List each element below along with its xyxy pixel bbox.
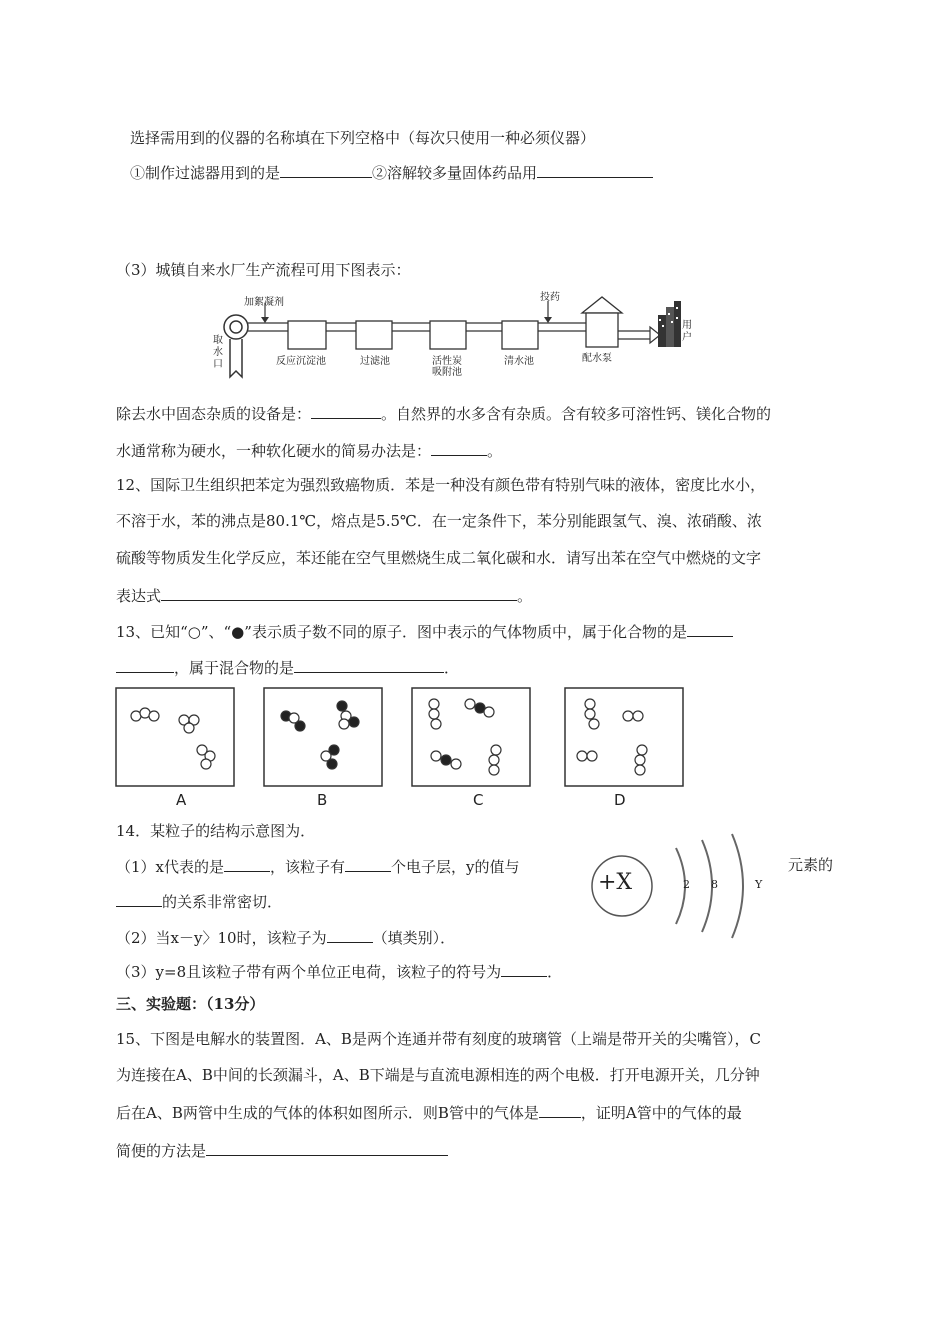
answer-blank-dissolve[interactable] (537, 161, 653, 178)
q14-line1 (116, 855, 520, 877)
answer-blank-filter[interactable] (280, 161, 372, 178)
q14-line2 (116, 890, 282, 912)
q15-line3 (116, 1101, 742, 1123)
q13-line1-text: 13、已知“○”、“●”表示质子数不同的原子．图中表示的气体物质中，属于化合物的是 (116, 623, 687, 641)
answer-blank-softening[interactable] (431, 439, 487, 456)
box-label-a: A (176, 791, 187, 809)
q14-line3 (116, 926, 455, 948)
q13-line2b: ． (444, 659, 460, 677)
label-tank-filter: 过滤池 (360, 356, 390, 367)
label-tank-clean: 清水池 (504, 356, 534, 367)
label-intake: 取水口 (213, 335, 223, 370)
q11-intro: 选择需用到的仪器的名称填在下列空格中（每次只使用一种必须仪器） (130, 129, 596, 147)
q15-l3b: ，证明A管中的气体的最 (580, 1104, 742, 1122)
intake-flag (230, 339, 242, 377)
intake-outer-circle (224, 315, 248, 339)
q14-l3a: （2）当x－y〉10时，该粒子为 (116, 929, 327, 947)
answer-blank-mixture[interactable] (294, 656, 444, 673)
q15-line2: 为连接在A、B中间的长颈漏斗，A、B下端是与直流电源相连的两个电极．打开电源开关，几分钟 (116, 1066, 760, 1084)
q14-l1c: 个电子层，y的值与 (391, 858, 520, 876)
tank-carbon (430, 321, 466, 349)
answer-blank-compound-b[interactable] (116, 656, 174, 673)
q15-l3a: 后在A、B两管中生成的气体的体积如图所示．则B管中的气体是 (116, 1104, 539, 1122)
q12-line4b: 。 (517, 587, 533, 605)
q15-line1: 15、下图是电解水的装置图．A、B是两个连通并带有刻度的玻璃管（上端是带开关的尖嘴管），C (116, 1030, 761, 1048)
q11-text2b: 。 (487, 442, 503, 460)
label-dose: 投药 (540, 292, 560, 303)
box-label-c: C (473, 791, 484, 809)
answer-blank-compound-a[interactable] (687, 620, 733, 637)
label-tank-carbon-1: 活性炭 (432, 356, 462, 367)
q12-line2: 不溶于水，苯的沸点是80.1℃，熔点是5.5℃．在一定条件下，苯分别能跟氢气、溴、浓硝酸、浓 (116, 512, 762, 530)
tank-clean (502, 321, 538, 349)
q14-l3b: （填类别）． (372, 929, 456, 947)
q11-text2 (116, 439, 502, 461)
box-d (565, 688, 683, 786)
q14-title: 14．某粒子的结构示意图为． (116, 822, 316, 840)
q12-line4 (116, 584, 532, 606)
box-a (116, 688, 234, 786)
q13-line2 (116, 656, 459, 678)
q12-line1: 12、国际卫生组织把苯定为强烈致癌物质．苯是一种没有颜色带有特别气味的液体，密度比水小， (116, 476, 766, 494)
q11-part3: （3）城镇自来水厂生产流程可用下图表示： (116, 261, 411, 279)
q14-l2: 的关系非常密切． (162, 893, 283, 911)
shell-count-2: 8 (711, 878, 718, 891)
q11-p1b: ②溶解较多量固体药品用 (372, 164, 538, 182)
q14-l1b: ，该粒子有 (270, 858, 346, 876)
shell-count-3: Y (755, 878, 763, 891)
q11-p1a: ①制作过滤器用到的是 (130, 164, 281, 182)
answer-blank-gas-b[interactable] (539, 1101, 581, 1118)
tank-filter (356, 321, 392, 349)
q11-text1b: 。自然界的水多含有杂质。含有较多可溶性钙、镁化合物的 (381, 405, 772, 423)
answer-blank-relation[interactable] (116, 890, 162, 907)
shell-arc-3 (732, 834, 743, 938)
shell-count-1: 2 (683, 878, 690, 891)
q11-text2a: 水通常称为硬水，一种软化硬水的简易办法是： (116, 442, 432, 460)
box-label-b: B (317, 791, 328, 809)
q15-l4: 简便的方法是 (116, 1142, 207, 1160)
pump-house (586, 313, 618, 347)
molecule-boxes (114, 686, 684, 788)
q11-text1 (116, 402, 771, 424)
q12-line3: 硫酸等物质发生化学反应，苯还能在空气里燃烧生成二氧化碳和水．请写出苯在空气中燃烧的文字 (116, 549, 762, 567)
answer-blank-category[interactable] (327, 926, 373, 943)
answer-blank-benzene[interactable] (161, 584, 517, 601)
box-b (264, 688, 382, 786)
intake-inner-circle (230, 321, 242, 333)
label-tank-reaction: 反应沉淀池 (276, 356, 326, 367)
answer-blank-solid-removal[interactable] (311, 402, 381, 419)
answer-blank-layers[interactable] (345, 855, 391, 872)
label-pump: 配水泵 (582, 353, 612, 364)
q13-line1 (116, 620, 733, 642)
box-label-d: D (614, 791, 626, 809)
label-coagulant: 加絮凝剂 (244, 297, 284, 308)
answer-blank-x[interactable] (224, 855, 270, 872)
q14-line4 (116, 960, 562, 982)
nucleus-label: +X (598, 870, 633, 895)
q11-part1 (130, 161, 653, 183)
q14-l4a: （3）y=8且该粒子带有两个单位正电荷，该粒子的符号为 (116, 963, 502, 981)
q13-line2a: ，属于混合物的是 (174, 659, 295, 677)
label-tank-carbon-2: 吸附池 (432, 367, 462, 378)
label-user: 用户 (682, 320, 692, 343)
tank-reaction (288, 321, 326, 349)
answer-blank-symbol[interactable] (501, 960, 547, 977)
q11-text1a: 除去水中固态杂质的设备是： (116, 405, 312, 423)
q14-l1a: （1）x代表的是 (116, 858, 225, 876)
section3-heading: 三、实验题：（13分） (116, 995, 265, 1013)
q14-l1d: 元素的 (788, 856, 834, 874)
q12-line4a: 表达式 (116, 587, 162, 605)
q14-l4b: ． (547, 963, 563, 981)
answer-blank-gas-a-test[interactable] (206, 1139, 448, 1156)
q15-line4 (116, 1139, 448, 1161)
